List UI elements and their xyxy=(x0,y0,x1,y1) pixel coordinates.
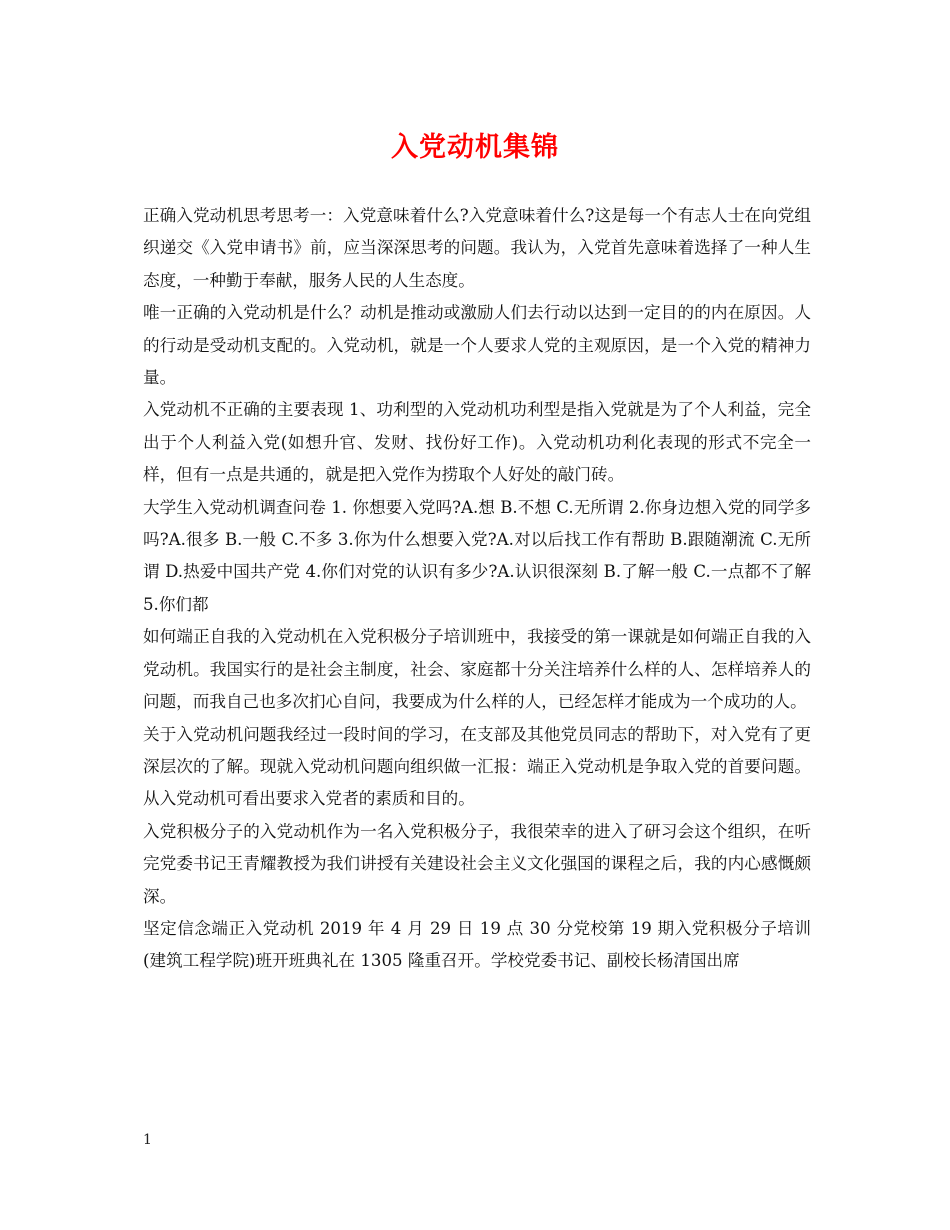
paragraph: 入党动机不正确的主要表现 1、功利型的入党动机功利型是指入党就是为了个人利益，完全出于个人利益入党(如想升官、发财、找份好工作)。入党动机功利化表现的形式不完全一样，但有一点是共通的，就是把入党作为捞取个人好处的敲门砖。 xyxy=(143,400,811,485)
paragraph: 正确入党动机思考思考一：入党意味着什么?入党意味着什么?这是每一个有志人士在向党组织递交《入党申请书》前，应当深深思考的问题。我认为，入党首先意味着选择了一种人生态度，一种勤于奉献，服务人民的人生态度。 xyxy=(143,206,811,290)
paragraph: 唯一正确的入党动机是什么？动机是推动或激励人们去行动以达到一定目的的内在原因。人的行动是受动机支配的。入党动机，就是一个人要求人党的主观原因，是一个入党的精神力量。 xyxy=(143,303,811,388)
paragraph: 坚定信念端正入党动机 2019 年 4 月 29 日 19 点 30 分党校第 19 期入党积极分子培训(建筑工程学院)班开班典礼在 1305 隆重召开。学校党委书记、副校长杨清国出席 xyxy=(143,918,811,971)
paragraph: 入党积极分子的入党动机作为一名入党积极分子，我很荣幸的进入了研习会这个组织，在听完党委书记王青耀教授为我们讲授有关建设社会主义文化强国的课程之后，我的内心感慨颇深。 xyxy=(143,821,811,906)
paragraph: 关于入党动机问题我经过一段时间的学习，在支部及其他党员同志的帮助下，对入党有了更深层次的了解。现就入党动机问题向组织做一汇报：端正入党动机是争取入党的首要问题。从入党动机可看出要求入党者的素质和目的。 xyxy=(143,724,811,809)
page-number: 1 xyxy=(143,1132,152,1148)
paragraph: 如何端正自我的入党动机在入党积极分子培训班中，我接受的第一课就是如何端正自我的入党动机。我国实行的是社会主制度，社会、家庭都十分关注培养什么样的人、怎样培养人的问题，而我自己也多次扪心自问，我要成为什么样的人，已经怎样才能成为一个成功的人。 xyxy=(143,627,811,712)
page-title: 入党动机集锦 xyxy=(391,132,559,163)
document-body xyxy=(143,200,811,978)
paragraph: 大学生入党动机调查问卷 1. 你想要入党吗?A.想 B.不想 C.无所谓 2.你身边想入党的同学多吗?A.很多 B.一般 C.不多 3.你为什么想要入党?A.对以后找工作有帮助 B.跟随潮流 C.无所谓 D.热爱中国共产党 4.你们对党的认识有多少?A.认识很深刻 B.了解一般 C.一点都不了解 5.你们都 xyxy=(143,497,811,614)
